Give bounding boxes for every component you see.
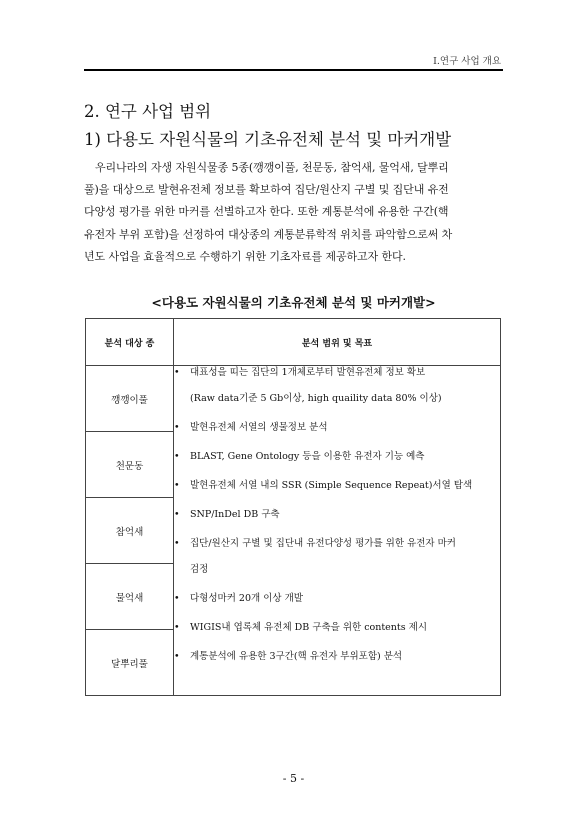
goal-text: SNP/InDel DB 구축 [190, 509, 280, 520]
bullet-icon: • [174, 593, 180, 604]
list-item [174, 537, 500, 576]
body-line: 풀)을 대상으로 발현유전체 정보를 확보하여 집단/원산지 구별 및 집단내 유전 [84, 183, 449, 197]
col-header-species: 분석 대상 종 [86, 319, 174, 366]
table-row [86, 366, 501, 432]
species-cell: 천문동 [86, 432, 174, 498]
list-item [174, 508, 500, 521]
goals-cell [174, 366, 501, 696]
species-cell: 깽깽이풀 [86, 366, 174, 432]
bullet-icon: • [174, 422, 180, 433]
body-line: 년도 사업을 효율적으로 수행하기 위한 기초자료를 제공하고자 한다. [84, 249, 406, 263]
table-header-row [86, 319, 501, 366]
bullet-icon: • [174, 651, 180, 662]
species-cell: 물억새 [86, 564, 174, 630]
goal-text: 집단/원산지 구별 및 집단내 유전다양성 평가를 위한 유전자 마커 [190, 538, 456, 549]
body-line: 유전자 부위 포함)을 선정하여 대상종의 계통분류학적 위치를 파악함으로써 차 [84, 227, 453, 241]
analysis-table [85, 318, 501, 696]
goal-text: 계통분석에 유용한 3구간(핵 유전자 부위포함) 분석 [190, 651, 403, 662]
list-item [174, 450, 500, 463]
bullet-icon: • [174, 509, 180, 520]
bullet-icon: • [174, 367, 180, 378]
species-cell: 참억새 [86, 498, 174, 564]
goal-list [174, 366, 500, 663]
list-item [174, 650, 500, 663]
header-rule [84, 69, 503, 71]
subsection-heading: 1) 다용도 자원식물의 기초유전체 분석 및 마커개발 [84, 130, 452, 149]
list-item [174, 592, 500, 605]
bullet-icon: • [174, 622, 180, 633]
table-caption: <다용도 자원식물의 기초유전체 분석 및 마커개발> [151, 295, 436, 310]
list-item [174, 621, 500, 634]
goal-text: 다형성마커 20개 이상 개발 [190, 593, 303, 604]
body-line: 우리나라의 자생 자원식물종 5종(깽깽이풀, 천문동, 참억새, 물억새, 달뿌리 [95, 161, 449, 174]
goal-text: BLAST, Gene Ontology 등을 이용한 유전자 기능 예측 [190, 451, 425, 462]
goal-text: 발현유전체 서열 내의 SSR (Simple Sequence Repeat)서열 탐색 [190, 480, 473, 491]
list-item [174, 421, 500, 434]
goal-text: 대표성을 띠는 집단의 1개체로부터 발현유전체 정보 확보 [190, 367, 426, 378]
goal-subtext: 검정 [190, 564, 209, 575]
species-cell: 달뿌리풀 [86, 630, 174, 696]
goal-subtext: (Raw data기준 5 Gb이상, high quaility data 80% 이상) [190, 393, 442, 404]
col-header-goals: 분석 범위 및 목표 [174, 319, 501, 366]
list-item [174, 479, 500, 492]
goal-text: WIGIS내 엽록체 유전체 DB 구축을 위한 contents 제시 [190, 622, 427, 633]
bullet-icon: • [174, 538, 180, 549]
body-line: 다양성 평가를 위한 마커를 선별하고자 한다. 또한 계통분석에 유용한 구간(핵 [84, 205, 449, 219]
body-paragraph [84, 157, 504, 268]
page-number: - 5 - [282, 772, 305, 785]
list-item [174, 366, 500, 405]
goal-text: 발현유전체 서열의 생물정보 분석 [190, 422, 328, 433]
bullet-icon: • [174, 480, 180, 491]
bullet-icon: • [174, 451, 180, 462]
running-header: Ⅰ.연구 사업 개요 [433, 56, 501, 67]
section-heading: 2. 연구 사업 범위 [84, 102, 212, 121]
